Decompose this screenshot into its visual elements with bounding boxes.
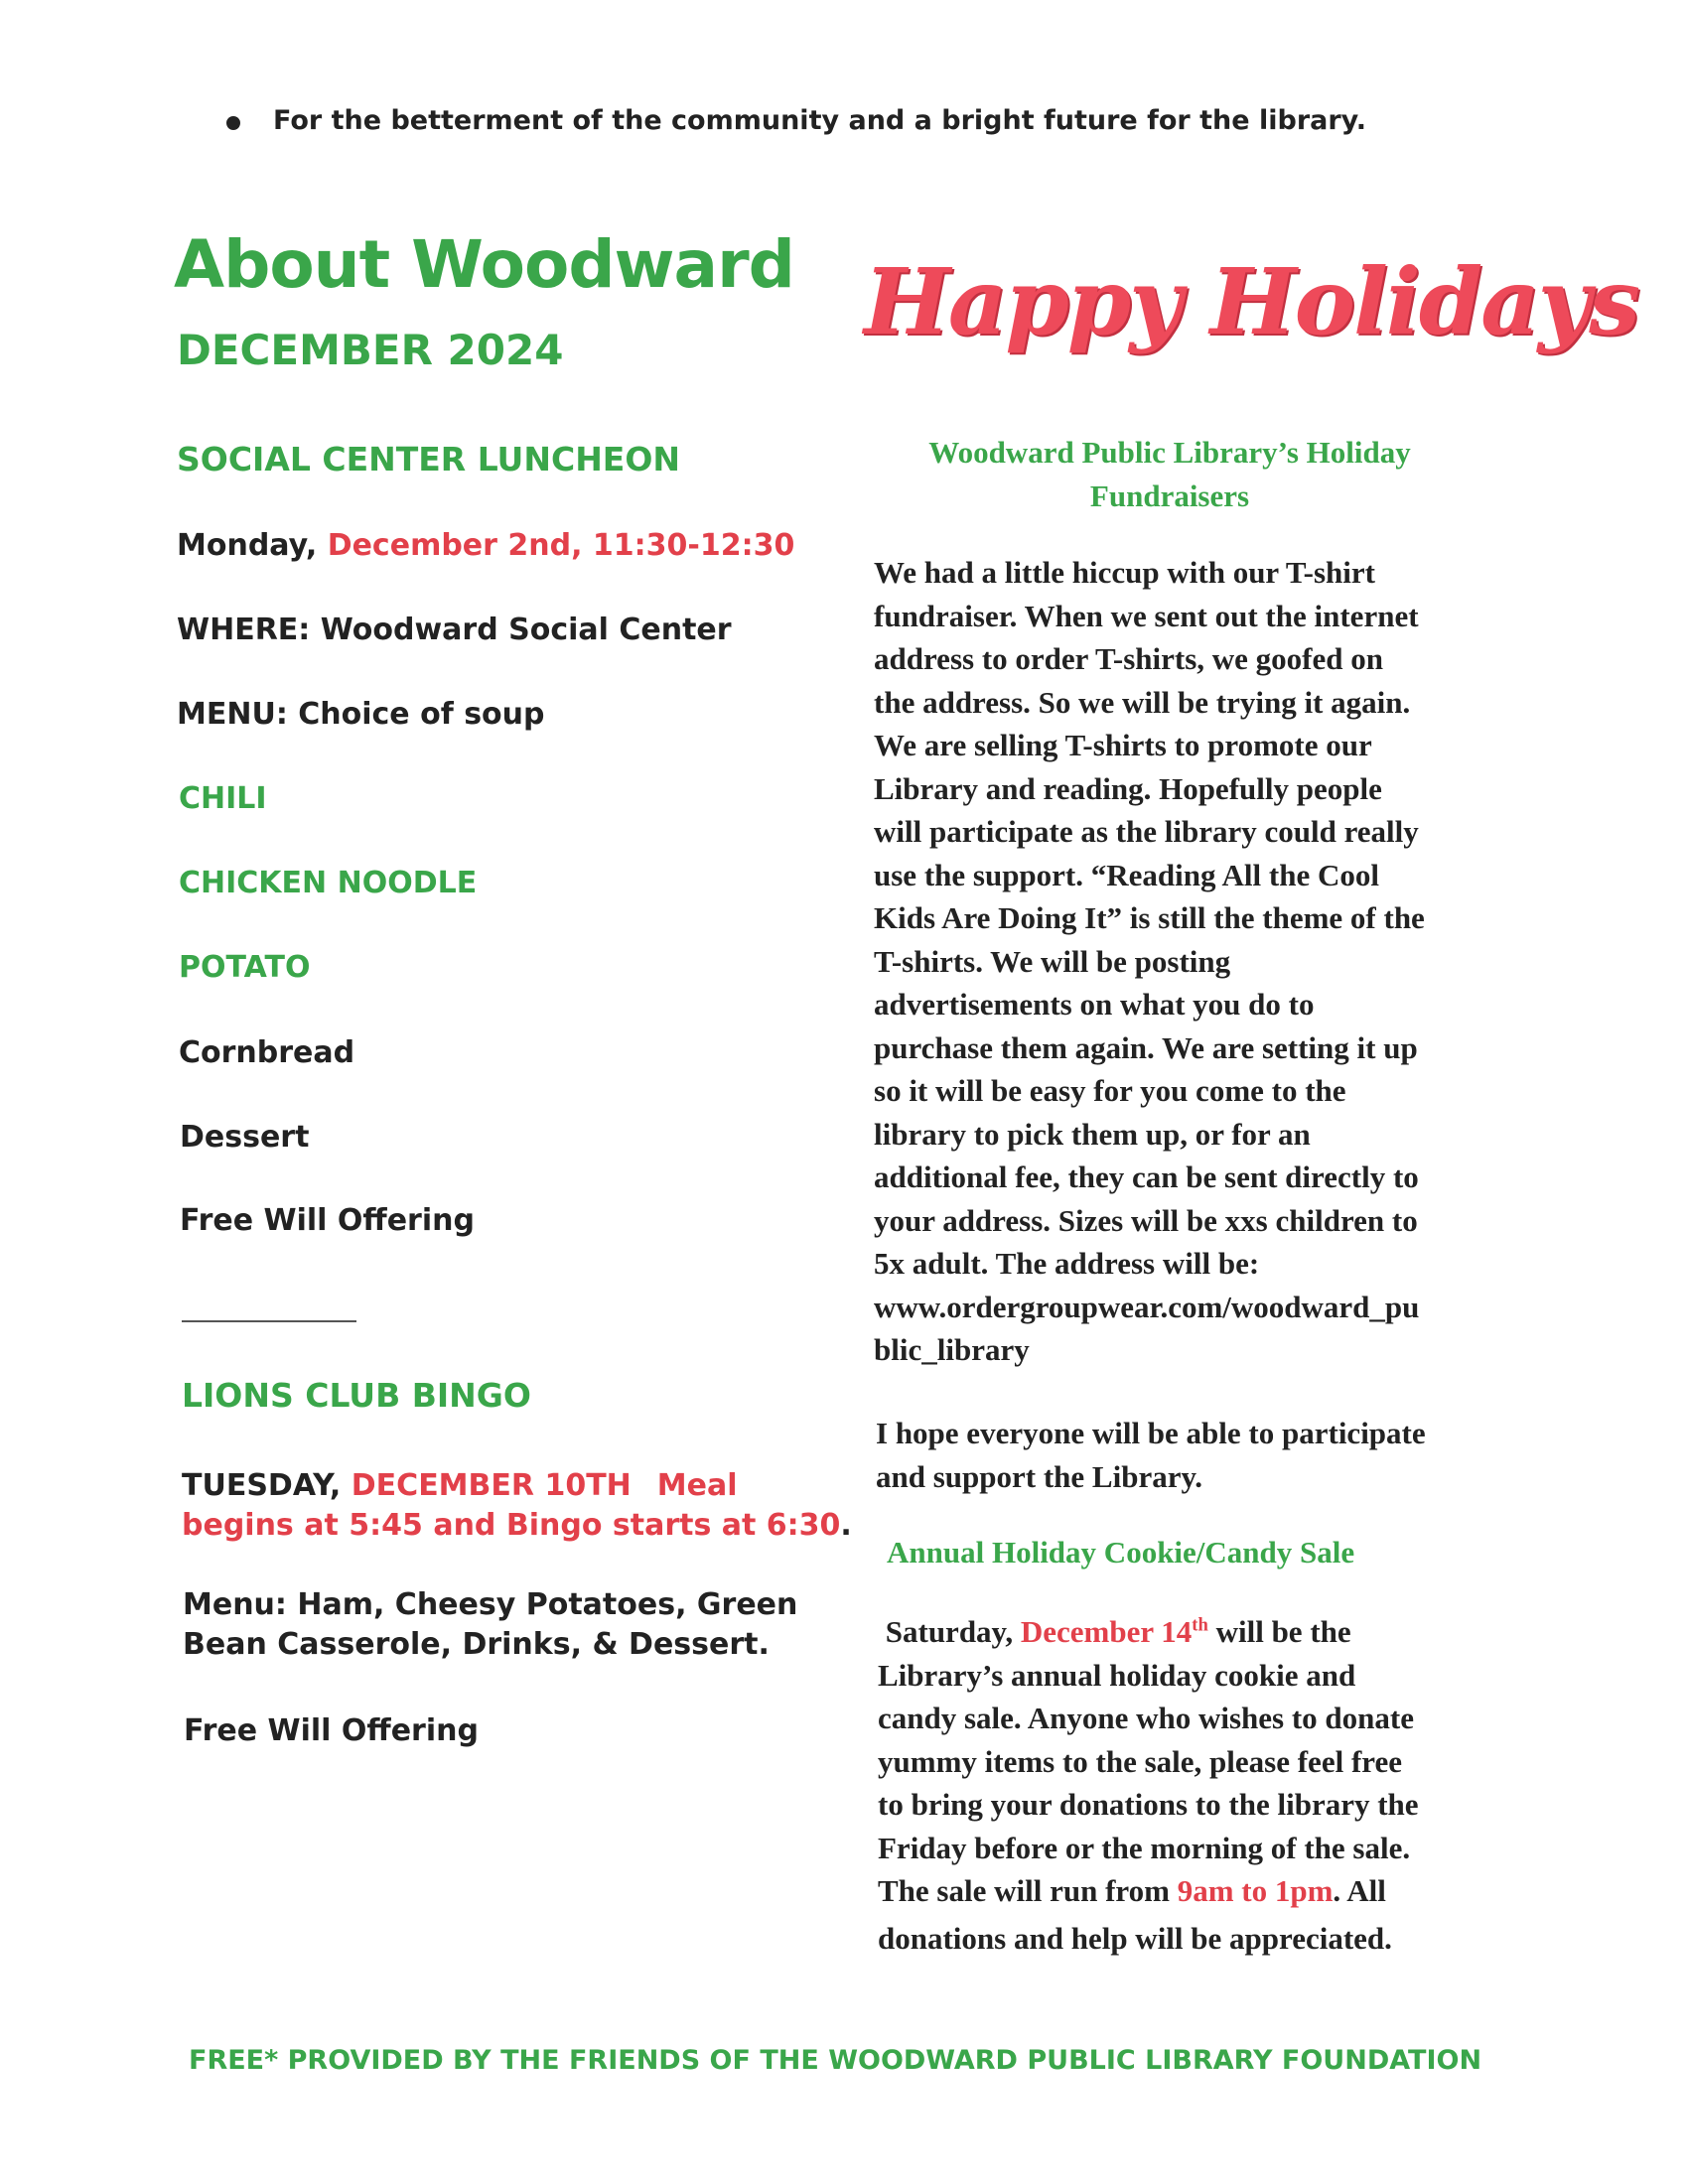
- paragraph-line: so it will be easy for you come to the: [874, 1073, 1346, 1108]
- bingo-menu: [183, 1585, 797, 1665]
- paragraph-line: fundraiser. When we sent out the internet: [874, 598, 1419, 633]
- paragraph-line: We are selling T-shirts to promote our: [874, 728, 1372, 762]
- menu-extra: Cornbread: [179, 1035, 355, 1070]
- fundraisers-heading: [872, 431, 1468, 518]
- paragraph-line: Library and reading. Hopefully people: [874, 770, 1382, 806]
- order-url-line: blic_library: [874, 1332, 1030, 1367]
- fundraisers-heading-line: Woodward Public Library’s Holiday: [928, 435, 1411, 470]
- bingo-heading: LIONS CLUB BINGO: [182, 1376, 531, 1415]
- page-title: About Woodward: [174, 226, 794, 303]
- bingo-day: TUESDAY,: [182, 1468, 352, 1503]
- footer-note: FREE* PROVIDED BY THE FRIENDS OF THE WOODWARD PUBLIC LIBRARY FOUNDATION: [189, 2045, 1482, 2076]
- bingo-date-block: [182, 1466, 852, 1546]
- paragraph-line: purchase them again. We are setting it up: [874, 1029, 1418, 1065]
- cookie-day: Saturday,: [885, 1614, 1021, 1649]
- paragraph-line: address to order T-shirts, we goofed on: [874, 641, 1383, 676]
- soup-item: POTATO: [179, 950, 311, 985]
- luncheon-where: WHERE: Woodward Social Center: [177, 613, 732, 647]
- closing-paragraph: [876, 1412, 1486, 1498]
- paragraph-line: T-shirts. We will be posting: [874, 943, 1231, 979]
- cookie-date: December 14: [1020, 1614, 1193, 1649]
- paragraph-line: use the support. “Reading All the Cool: [874, 857, 1379, 892]
- sale-time: 9am to 1pm: [1177, 1873, 1334, 1908]
- page-subtitle: DECEMBER 2024: [177, 326, 564, 374]
- bingo-menu-line: Menu: Ham, Cheesy Potatoes, Green: [183, 1587, 798, 1622]
- paragraph-line: advertisements on what you do to: [874, 987, 1315, 1022]
- luncheon-menu: MENU: Choice of soup: [177, 697, 545, 732]
- paragraph-line: Kids Are Doing It” is still the theme of the: [874, 900, 1425, 935]
- paragraph-line: your address. Sizes will be xxs children to: [874, 1202, 1418, 1238]
- paragraph-line: the address. So we will be trying it again.: [874, 684, 1411, 720]
- fundraisers-paragraph: [874, 551, 1484, 1372]
- paragraph-line: candy sale. Anyone who wishes to donate: [878, 1701, 1414, 1735]
- luncheon-heading: SOCIAL CENTER LUNCHEON: [177, 440, 681, 478]
- paragraph-line: and support the Library.: [876, 1458, 1203, 1494]
- paragraph-line: 5x adult. The address will be:: [874, 1246, 1260, 1281]
- paragraph-line: will participate as the library could really: [874, 814, 1419, 849]
- section-divider: [182, 1320, 356, 1322]
- sale-time-suffix: . All: [1333, 1873, 1386, 1908]
- bingo-menu-line: Bean Casserole, Drinks, & Dessert.: [183, 1627, 770, 1662]
- soup-item: CHILI: [179, 781, 267, 816]
- cookie-line1-rest: will be the: [1207, 1614, 1351, 1649]
- luncheon-date-line: [177, 528, 794, 563]
- paragraph-line: to bring your donations to the library the: [878, 1787, 1419, 1822]
- bullet-text: For the betterment of the community and a bright future for the library.: [273, 105, 1367, 136]
- bingo-period: .: [840, 1508, 852, 1543]
- soup-item: CHICKEN NOODLE: [179, 866, 478, 900]
- paragraph-line: We had a little hiccup with our T-shirt: [874, 555, 1375, 590]
- paragraph-line: library to pick them up, or for an: [874, 1116, 1311, 1152]
- bingo-offering: Free Will Offering: [184, 1713, 479, 1748]
- cookie-sale-paragraph: [878, 1610, 1488, 1960]
- bingo-meal-label: Meal: [656, 1468, 738, 1503]
- cookie-sale-heading: Annual Holiday Cookie/Candy Sale: [887, 1535, 1355, 1570]
- holiday-banner: Happy Holidays: [864, 248, 1639, 355]
- sale-time-prefix: The sale will run from: [878, 1873, 1178, 1908]
- menu-extra: Dessert: [180, 1120, 310, 1155]
- paragraph-line: additional fee, they can be sent directly to: [874, 1160, 1419, 1194]
- paragraph-line: yummy items to the sale, please feel free: [878, 1743, 1402, 1779]
- paragraph-line: I hope everyone will be able to participate: [876, 1416, 1426, 1450]
- luncheon-date-time: December 2nd, 11:30-12:30: [327, 528, 795, 563]
- luncheon-day: Monday,: [177, 528, 328, 563]
- bingo-times: begins at 5:45 and Bingo starts at 6:30: [182, 1508, 841, 1543]
- paragraph-line: donations and help will be appreciated.: [878, 1920, 1392, 1956]
- paragraph-line: Friday before or the morning of the sale.: [878, 1830, 1411, 1865]
- paragraph-line: Library’s annual holiday cookie and: [878, 1657, 1356, 1693]
- bullet-dot: [226, 116, 240, 130]
- order-url-line: www.ordergroupwear.com/woodward_pu: [874, 1289, 1420, 1324]
- fundraisers-heading-line: Fundraisers: [1089, 478, 1250, 513]
- menu-extra: Free Will Offering: [180, 1203, 475, 1238]
- bingo-date: DECEMBER 10TH: [351, 1468, 632, 1503]
- cookie-date-suffix: th: [1192, 1614, 1208, 1636]
